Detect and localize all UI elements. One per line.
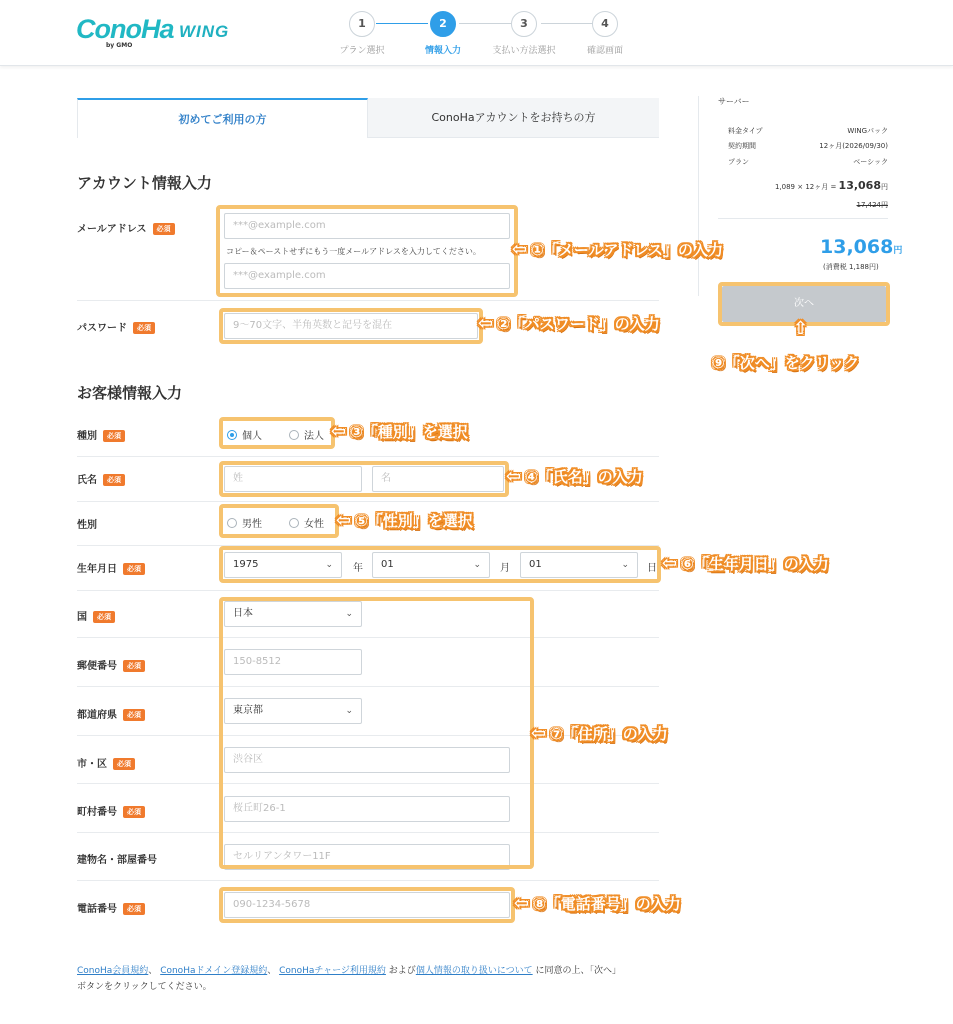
arrow-left-icon: ⇦ [331,421,347,442]
summary-row: 料金タイプ WINGパック [728,127,888,135]
divider [77,300,659,301]
day-unit: 日 [647,563,657,574]
year-unit: 年 [353,563,363,574]
arrow-left-icon: ⇦ [512,239,528,260]
pref-label: 都道府県 必須 [77,706,145,721]
arrow-left-icon: ⇦ [662,553,678,574]
tab-existing-account[interactable]: ConoHaアカウントをお持ちの方 [368,98,659,138]
annotation-next: ⑨「次へ」をクリック [712,354,860,372]
required-badge: 必須 [133,322,155,334]
annotation-gender: ⇦ ⑤「性別」を選択 [336,510,473,531]
gender-highlight [219,504,339,538]
required-badge: 必須 [113,758,135,770]
required-badge: 必須 [153,223,175,235]
phone-input[interactable]: 090-1234-5678 [224,892,510,918]
link-privacy[interactable]: 個人情報の取り扱いについて [415,966,533,976]
chevron-down-icon: ⌄ [473,560,481,570]
next-button[interactable]: 次へ [722,286,886,322]
link-member-terms[interactable]: ConoHa会員規約 [77,966,149,976]
divider [77,456,659,457]
gender-label: 性別 [77,520,97,531]
sidebar-divider [698,96,699,296]
chevron-down-icon: ⌄ [345,609,353,619]
password-highlight [219,308,483,344]
phone-label: 電話番号 必須 [77,900,145,915]
required-badge: 必須 [123,660,145,672]
annotation-email: ⇦ ①「メールアドレス」の入力 [512,239,724,260]
step-3: 3 支払い方法選択 [479,11,569,56]
annotation-birth: ⇦ ⑥「生年月日」の入力 [662,553,829,574]
arrow-left-icon: ⇦ [514,893,530,914]
last-name-input[interactable]: 姓 [224,466,362,492]
country-label: 国 必須 [77,608,115,623]
arrow-left-icon: ⇦ [336,510,352,531]
order-summary [708,96,888,209]
birth-highlight [219,546,661,583]
arrow-left-icon: ⇦ [531,723,547,744]
required-badge: 必須 [123,903,145,915]
building-label: 建物名・部屋番号 [77,855,157,866]
header [0,0,953,66]
birth-month-select[interactable]: 01 ⌄ [372,552,490,578]
account-tabs [77,98,659,138]
password-label: パスワード 必須 [77,319,155,334]
chevron-down-icon: ⌄ [621,560,629,570]
month-unit: 月 [500,563,510,574]
divider [77,590,659,591]
country-select[interactable]: 日本 ⌄ [224,601,362,627]
required-badge: 必須 [103,474,125,486]
original-price: 17,424円 [856,201,888,209]
phone-highlight [219,887,515,923]
link-domain-terms[interactable]: ConoHaドメイン登録規約 [160,966,268,976]
conoha-logo[interactable]: ConoHa by GMO WING [76,14,230,49]
total-price: 13,068円 [820,236,903,258]
annotation-password: ⇦ ②「パスワード」の入力 [478,313,660,334]
required-badge: 必須 [123,563,145,575]
city-label: 市・区 必須 [77,755,135,770]
address-highlight [219,597,534,869]
step-1: 1 プラン選択 [317,11,407,56]
type-highlight [219,417,335,449]
step-2: 2 情報入力 [398,11,488,56]
price-calc: 1,089 × 12ヶ月 = 13,068円 [774,179,888,192]
summary-row: プラン ベーシック [728,158,888,166]
chevron-down-icon: ⌄ [325,560,333,570]
customer-section-title: お客様情報入力 [77,384,183,402]
town-label: 町村番号 必須 [77,803,145,818]
tax-note: (消費税 1,188円) [823,263,879,271]
gender-female-radio[interactable]: 女性 [289,515,324,530]
email-label: メールアドレス 必須 [77,220,175,235]
email-highlight [216,205,518,297]
chevron-down-icon: ⌄ [345,706,353,716]
divider [77,501,659,502]
email-confirm-input[interactable]: ***@example.com [224,263,510,289]
zip-label: 郵便番号 必須 [77,657,145,672]
required-badge: 必須 [123,709,145,721]
annotation-address: ⇦ ⑦「住所」の入力 [531,723,668,744]
type-label: 種別 必須 [77,427,125,442]
divider [77,880,659,881]
type-personal-radio[interactable]: 個人 [227,427,262,442]
zip-input[interactable]: 150-8512 [224,649,362,675]
password-input[interactable]: 9～70文字、半角英数と記号を混在 [224,313,478,339]
name-label: 氏名 必須 [77,471,125,486]
required-badge: 必須 [103,430,125,442]
gender-male-radio[interactable]: 男性 [227,515,262,530]
birth-year-select[interactable]: 1975 ⌄ [224,552,342,578]
building-input[interactable]: セルリアンタワー11F [224,844,510,870]
summary-row: 契約期間 12ヶ月(2026/09/30) [728,142,888,150]
town-input[interactable]: 桜丘町26-1 [224,796,510,822]
step-4: 4 確認画面 [560,11,650,56]
link-charge-terms[interactable]: ConoHaチャージ利用規約 [279,966,386,976]
required-badge: 必須 [93,611,115,623]
arrow-up-icon: ⇧ [793,318,809,339]
city-input[interactable]: 渋谷区 [224,747,510,773]
arrow-left-icon: ⇦ [506,466,522,487]
arrow-left-icon: ⇦ [478,313,494,334]
name-highlight [219,461,509,497]
email-input[interactable]: ***@example.com [224,213,510,239]
annotation-phone: ⇦ ⑧「電話番号」の入力 [514,893,681,914]
account-section-title: アカウント情報入力 [77,174,212,192]
tab-first-time[interactable]: 初めてご利用の方 [77,98,368,138]
email-hint: コピー＆ペーストせずにもう一度メールアドレスを入力してください。 [226,247,481,256]
birth-day-select[interactable]: 01 ⌄ [520,552,638,578]
first-name-input[interactable]: 名 [372,466,504,492]
birth-label: 生年月日 必須 [77,560,145,575]
type-corporate-radio[interactable]: 法人 [289,427,324,442]
pref-select[interactable]: 東京都 ⌄ [224,698,362,724]
terms-note: ConoHa会員規約、 ConoHaドメイン登録規約、 ConoHaチャージ利用規約 および個人情報の取り扱いについて に同意の上、「次へ」 ボタンをクリックしてください。 [77,966,622,992]
annotation-name: ⇦ ④「氏名」の入力 [506,466,643,487]
summary-divider [718,218,888,219]
required-badge: 必須 [123,806,145,818]
annotation-type: ⇦ ③「種別」を選択 [331,421,468,442]
sidebar-title: サーバー [718,97,750,106]
